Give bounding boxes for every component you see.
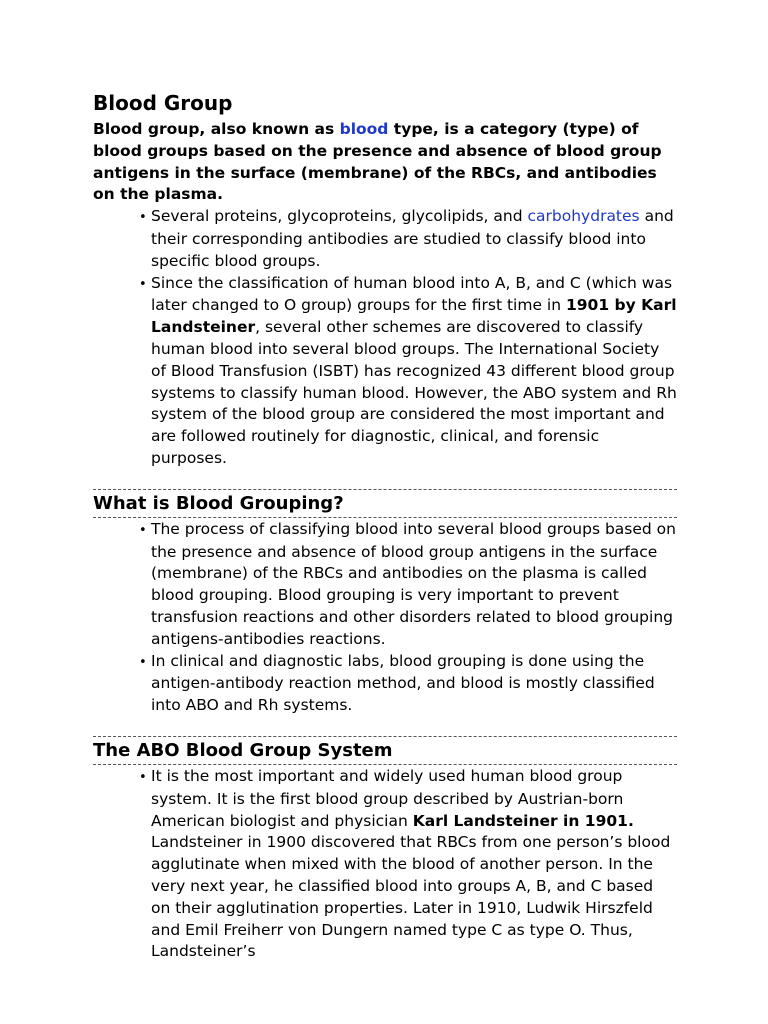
list-item bbox=[93, 519, 677, 651]
bullet-icon: • bbox=[139, 769, 147, 785]
abo-list bbox=[93, 766, 677, 963]
document-page bbox=[93, 90, 677, 963]
bullet-text: , several other schemes are discovered to classify human blood into several blood groups. The International Society of Blood Transfusion (ISBT) has recognized 43 different blood group systems to classify human blood. However, the ABO system and Rh system of the blood group are considered the most important and are followed routinely for diagnostic, clinical, and forensic purposes. bbox=[151, 318, 677, 467]
bullet-icon: • bbox=[139, 654, 147, 670]
bullet-icon: • bbox=[139, 522, 147, 538]
bullet-text: Several proteins, glycoproteins, glycolipids, and bbox=[151, 207, 528, 226]
list-item bbox=[93, 206, 677, 272]
section-divider bbox=[93, 517, 677, 518]
section-heading-abo: The ABO Blood Group System bbox=[93, 739, 393, 761]
bullet-text: Since the classification of human blood into A, B, and C (which was later changed to O group) groups for the first time in bbox=[151, 273, 673, 315]
page-title: Blood Group bbox=[93, 91, 233, 115]
intro-text-start: Blood group, also known as bbox=[93, 120, 340, 138]
bullet-text: Landsteiner in 1900 discovered that RBCs from one person’s blood agglutinate when mixed with the blood of another person. In the very next year, he classified blood into groups A, B, and C based on their agglutination properties. Later in 1910, Ludwik Hirszfeld and Emil Freiherr von Dungern named type C as type O. Thus, Landsteiner’s bbox=[151, 833, 671, 961]
bullet-text: It is the most important and widely used human blood group system. It is the first blood group described by Austrian-born American biologist and physician bbox=[151, 766, 624, 830]
bold-text: 1901 by Karl Landsteiner bbox=[151, 296, 677, 337]
carbohydrates-link[interactable]: carbohydrates bbox=[527, 207, 640, 226]
intro-text-end: type, is a category (type) of blood groups based on the presence and absence of blood group antigens in the surface (membrane) of the RBCs, and antibodies on the plasma. bbox=[93, 120, 662, 204]
bullet-text: The process of classifying blood into several blood groups based on the presence and absence of blood group antigens in the surface (membrane) of the RBCs and antibodies on the plasma is called blood grouping. Blood grouping is very important to prevent transfusion reactions and other disorders related to blood grouping antigens-antibodies reactions. bbox=[151, 519, 676, 648]
list-item bbox=[93, 273, 677, 470]
blood-grouping-list bbox=[93, 519, 677, 717]
bullet-icon: • bbox=[139, 210, 147, 226]
section-divider bbox=[93, 764, 677, 765]
section-heading-blood-grouping: What is Blood Grouping? bbox=[93, 492, 344, 514]
intro-bullet-list bbox=[93, 206, 677, 470]
list-item bbox=[93, 651, 677, 717]
blood-link[interactable]: blood bbox=[339, 120, 389, 138]
bullet-icon: • bbox=[139, 276, 147, 292]
bullet-text: In clinical and diagnostic labs, blood grouping is done using the antigen-antibody reaction method, and blood is mostly classified into ABO and Rh systems. bbox=[151, 651, 655, 715]
list-item bbox=[93, 766, 677, 963]
intro-paragraph bbox=[93, 119, 677, 206]
bold-text: Karl Landsteiner in 1901. bbox=[412, 811, 634, 830]
bullet-text: and their corresponding antibodies are studied to classify blood into specific blood groups. bbox=[151, 207, 674, 270]
